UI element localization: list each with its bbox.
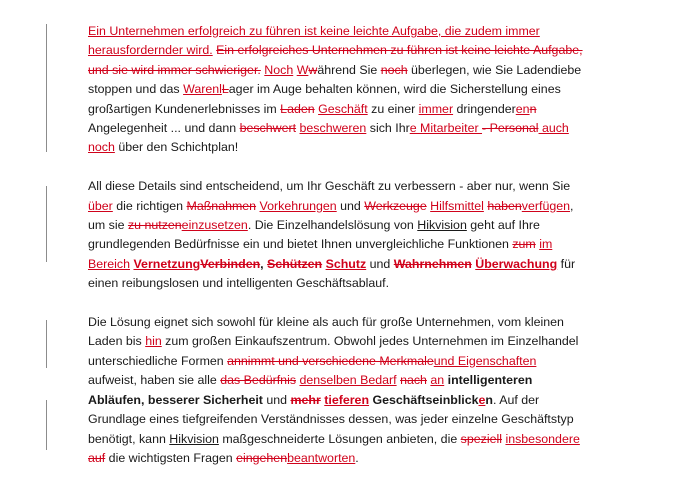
inserted-text: im Bereich bbox=[88, 237, 553, 271]
paragraph-3[interactable] bbox=[88, 313, 588, 468]
inserted-text: beantworten bbox=[287, 450, 356, 465]
inserted-text: tieferen bbox=[324, 392, 370, 407]
text-run: und bbox=[336, 198, 365, 213]
text-run: die richtigen bbox=[112, 198, 187, 213]
deleted-text: Wahrnehmen bbox=[393, 256, 472, 271]
text-run: Angelegenheit ... und dann bbox=[88, 121, 240, 136]
change-bar bbox=[46, 400, 47, 450]
text-run: und bbox=[366, 256, 394, 271]
text-run: überlegen, wie Sie Ladendiebe stoppen und das bbox=[88, 62, 582, 97]
deleted-text: L bbox=[221, 82, 229, 97]
deleted-text: haben bbox=[487, 198, 522, 213]
inserted-text: Vorkehrungen bbox=[259, 198, 337, 213]
inserted-text: Noch bbox=[264, 62, 294, 77]
inserted-text: e bbox=[478, 392, 486, 407]
paragraph-2[interactable] bbox=[88, 177, 588, 293]
text-run: über den Schichtplan! bbox=[114, 140, 239, 155]
inserted-text: an bbox=[430, 373, 445, 388]
inserted-text: Schutz bbox=[325, 256, 367, 271]
deleted-text: nach bbox=[400, 373, 427, 388]
deleted-text: zu nutzen bbox=[127, 218, 182, 233]
text-run: zum großen Einkaufszentrum. Obwohl jedes Unternehmen im Einzelhandel unterschiedliche Formen bbox=[88, 334, 579, 368]
inserted-text: Vernetzung bbox=[133, 256, 201, 271]
bold-text: n bbox=[485, 392, 493, 407]
inserted-text: W bbox=[296, 62, 309, 77]
deleted-text: das Bedürfnis bbox=[220, 373, 297, 388]
inserted-text: Warenl bbox=[183, 82, 222, 97]
inserted-text: beschweren bbox=[299, 121, 367, 136]
inserted-text: über bbox=[88, 198, 113, 213]
text-run: . bbox=[355, 450, 359, 465]
inserted-text: Geschäft bbox=[318, 101, 368, 116]
inserted-text: immer bbox=[418, 101, 454, 116]
text-run: maßgeschneiderte Lösungen anbieten, die bbox=[218, 431, 461, 446]
text-run: sich Ihr bbox=[366, 121, 410, 136]
deleted-text: Ein erfolgreiches Unternehmen zu führen ist keine leichte Aufgabe, und sie wird immer schwieriger. bbox=[88, 43, 583, 77]
deleted-text: w bbox=[308, 62, 318, 77]
change-bar bbox=[46, 24, 47, 152]
text-run: für einen reibungslosen und intelligenten Geschäftsablauf. bbox=[88, 256, 576, 291]
inserted-text: und Eigenschaften bbox=[433, 353, 537, 368]
deleted-text: eingehen bbox=[236, 450, 288, 465]
inserted-text: insbesondere bbox=[505, 431, 580, 446]
deleted-text: speziell bbox=[460, 431, 502, 446]
deleted-text: auf bbox=[88, 450, 106, 465]
text-run: ager im Auge behalten können, wird die Sicherstellung eines großartigen Kundenerlebnisses im bbox=[88, 82, 561, 116]
deleted-text: beschwert bbox=[239, 121, 297, 136]
underlined-text: Hikvision bbox=[169, 431, 219, 446]
text-run: und bbox=[262, 392, 291, 407]
deleted-text: Laden bbox=[280, 101, 315, 116]
bold-text: intelligenteren Abläufen, besserer Sicherheit bbox=[88, 373, 533, 407]
text-run: All diese Details sind entscheidend, um Ihr Geschäft zu verbessern - aber nur, wenn Sie bbox=[88, 179, 571, 194]
deleted-text: noch bbox=[380, 62, 408, 77]
inserted-text: Ein Unternehmen erfolgreich zu führen ist keine leichte Aufgabe, die zudem immer herausfordernder wird. bbox=[88, 24, 540, 58]
deleted-text: Schützen bbox=[267, 256, 323, 271]
deleted-text: n bbox=[529, 101, 537, 116]
text-run: geht auf Ihre grundlegenden Bedürfnisse ein und bietet Ihnen unvergleichliche Funktionen bbox=[88, 218, 540, 252]
deleted-text: - Personal bbox=[482, 121, 539, 136]
deleted-text: annimmt und verschiedene Merkmale bbox=[227, 353, 434, 368]
inserted-text: Überwachung bbox=[475, 256, 558, 271]
text-run: , um sie bbox=[88, 198, 574, 233]
text-run: aufweist, haben sie alle bbox=[88, 373, 221, 388]
text-run: die wichtigsten Fragen bbox=[105, 450, 237, 465]
change-bar bbox=[46, 186, 47, 262]
paragraph-1[interactable] bbox=[88, 22, 588, 158]
text-run: . Die Einzelhandelslösung von bbox=[247, 218, 418, 233]
bold-text: , bbox=[260, 256, 268, 271]
text-run: Die Lösung eignet sich sowohl für kleine als auch für große Unternehmen, vom kleinen Laden bis bbox=[88, 315, 564, 349]
text-run: zu einer bbox=[367, 101, 419, 116]
inserted-text: denselben Bedarf bbox=[299, 373, 397, 388]
document-body[interactable] bbox=[88, 22, 588, 488]
text-run: . Auf der Grundlage eines tiefgreifenden Verständnisses dessen, was jeder einzelne Geschäftstyp benötigt, kann bbox=[88, 392, 574, 446]
deleted-text: mehr bbox=[290, 392, 321, 407]
inserted-text: en bbox=[515, 101, 530, 116]
underlined-text: Hikvision bbox=[417, 218, 467, 233]
bold-text: Geschäftseinblick bbox=[369, 392, 479, 407]
text-run: ährend Sie bbox=[317, 62, 381, 77]
deleted-text: Maßnahmen bbox=[186, 198, 257, 213]
text-run: dringender bbox=[453, 101, 516, 116]
inserted-text: e Mitarbeiter bbox=[409, 121, 483, 136]
inserted-text: verfügen bbox=[521, 198, 571, 213]
inserted-text: hin bbox=[145, 334, 162, 349]
change-bar bbox=[46, 320, 47, 368]
inserted-text: Hilfsmittel bbox=[430, 198, 484, 213]
inserted-text: einzusetzen bbox=[181, 218, 248, 233]
deleted-text: Verbinden bbox=[200, 256, 261, 271]
inserted-text: auch noch bbox=[88, 121, 569, 155]
deleted-text: zum bbox=[512, 237, 536, 252]
deleted-text: Werkzeuge bbox=[364, 198, 427, 213]
